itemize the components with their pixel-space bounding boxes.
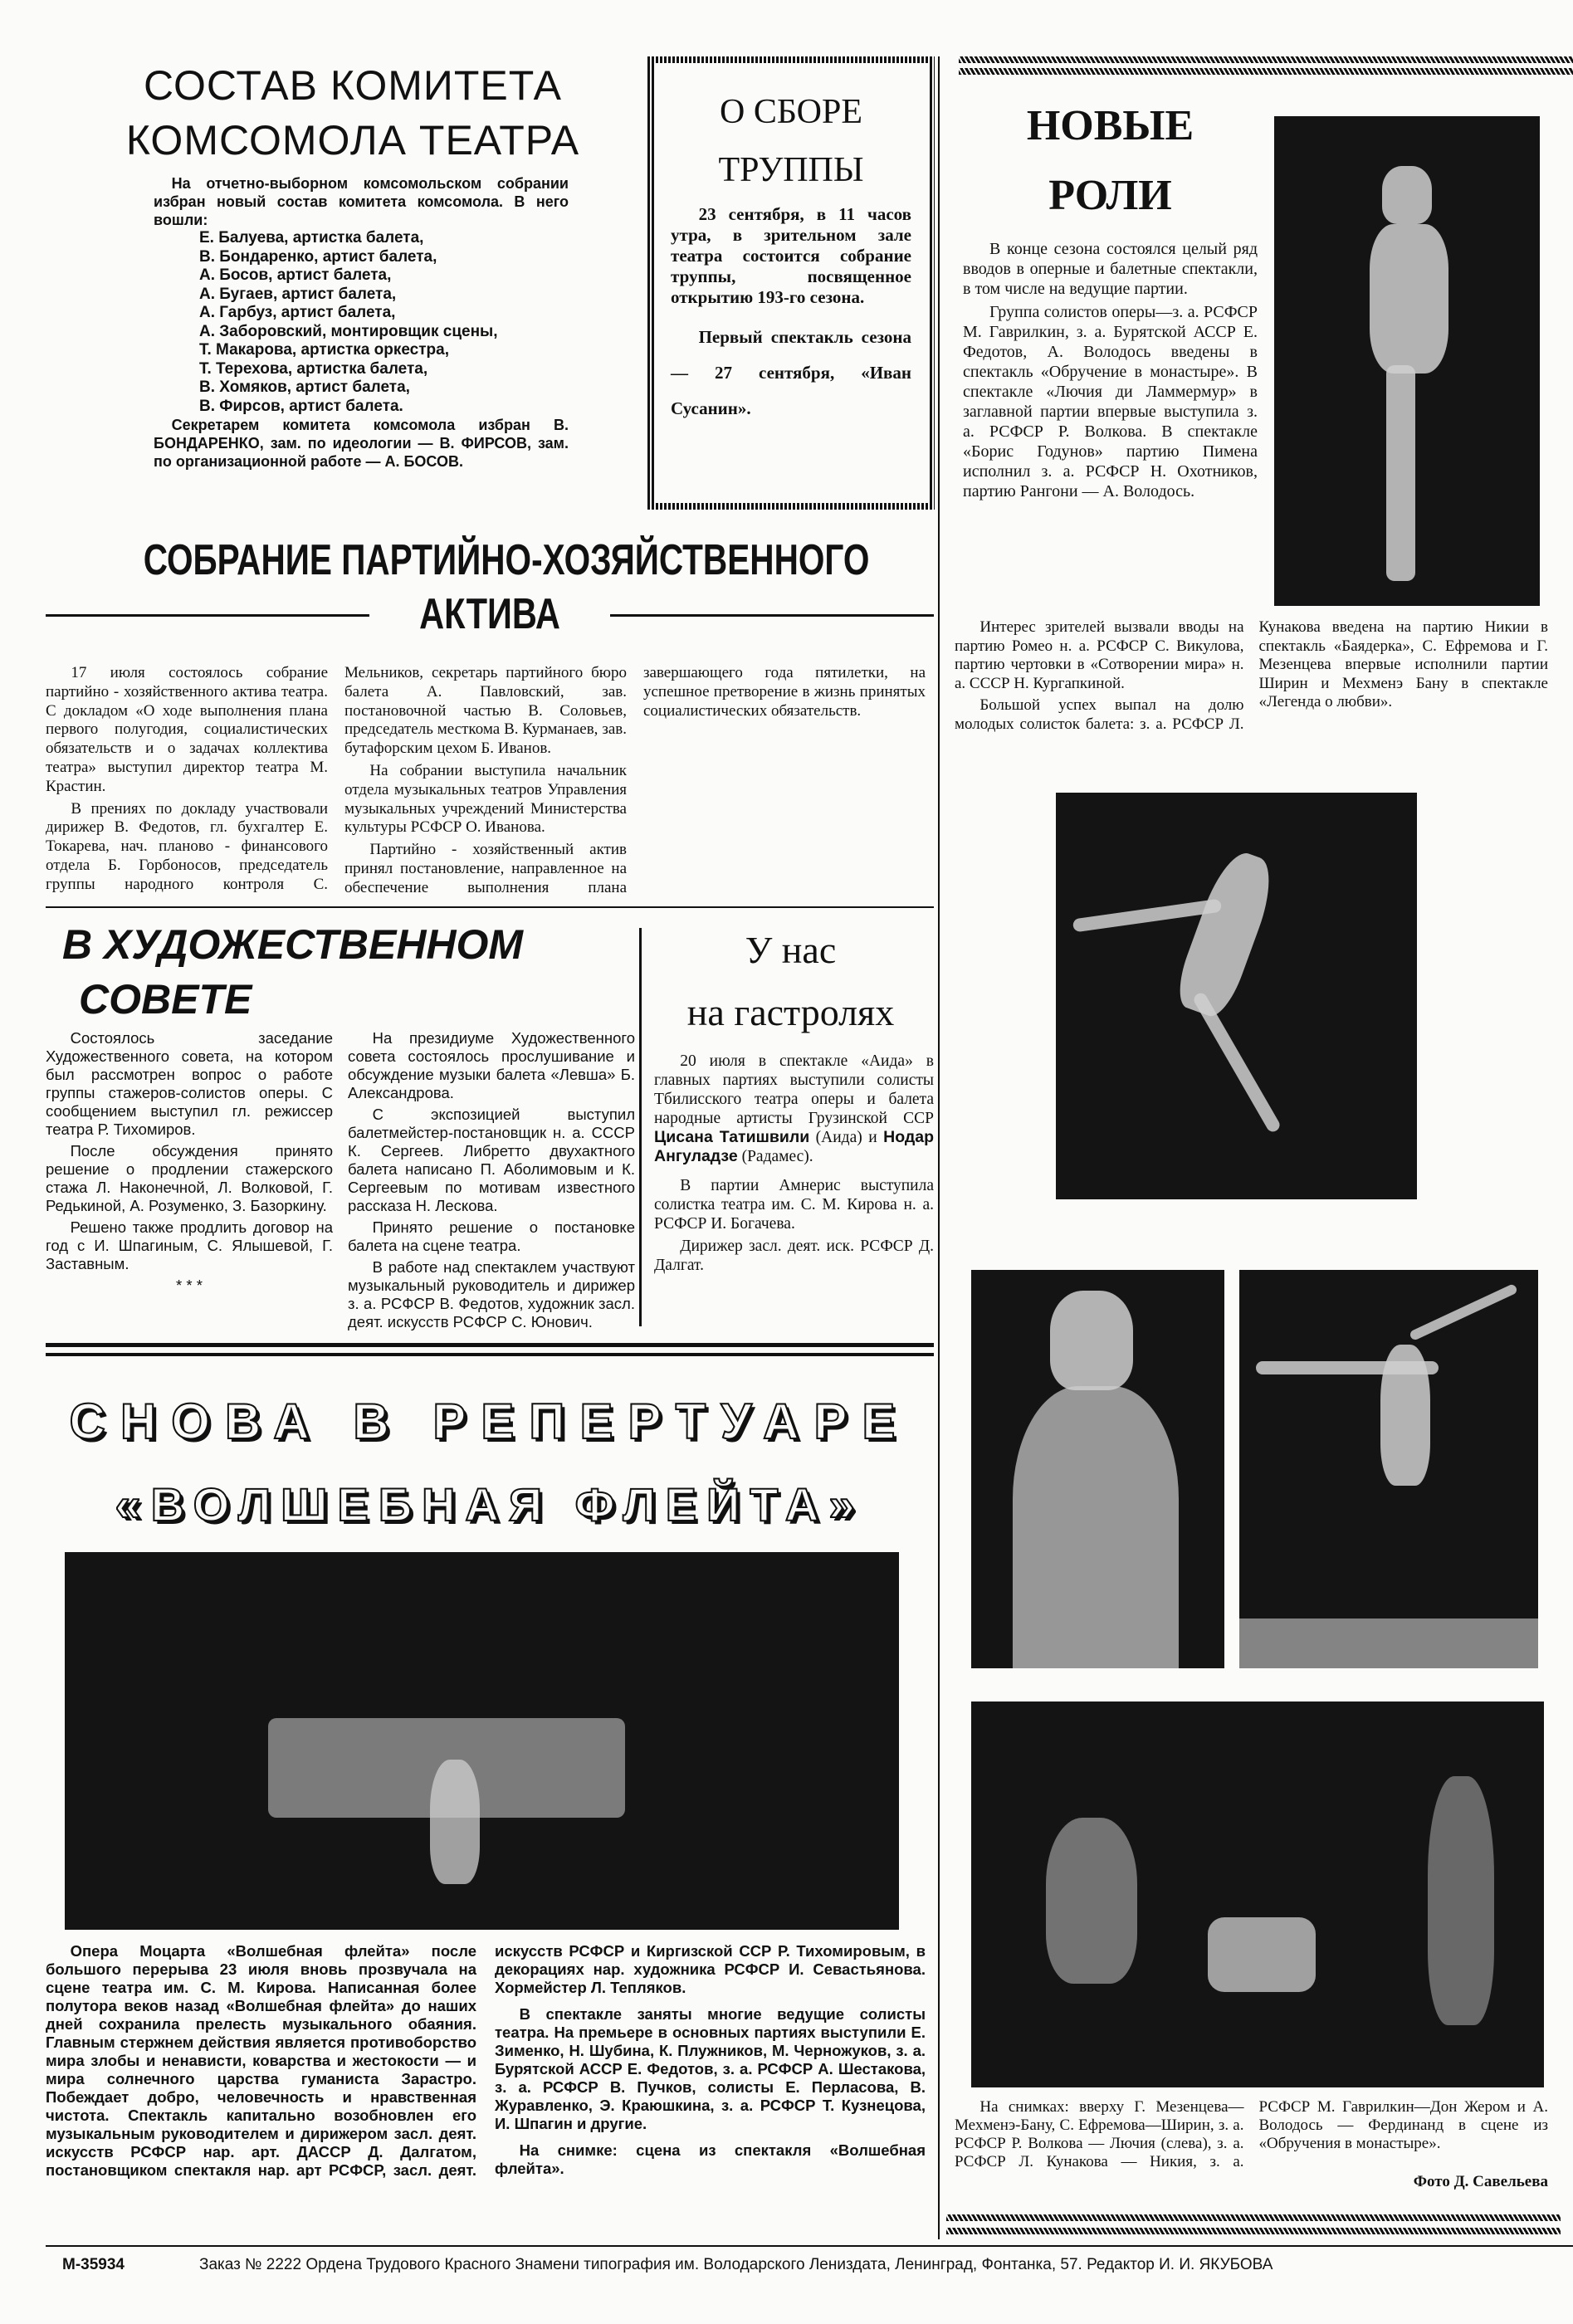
- member-item: А. Босов, артист балета,: [199, 266, 392, 284]
- member-item: В. Хомяков, артист балета,: [199, 378, 410, 396]
- photo-dancer-leap: [1056, 793, 1417, 1199]
- komsomol-intro: На отчетно-выборном комсомольском собрании избран новый состав комитета комсомола. В него вошли:: [154, 175, 569, 228]
- new-roles-cont: [955, 618, 1548, 734]
- troupe-title-line2: ТРУППЫ: [718, 151, 864, 189]
- council-para5: С экспозицией выступил балетмейстер-постановщик н. а. СССР К. Сергеев. Либретто двухактного балета написано П. Аболимовым и К. Сергеевым по мотивам известного рассказа Н. Лескова.: [348, 1106, 635, 1214]
- council-para4: На президиуме Художественного совета состоялось прослушивание и обсуждение музыки балета «Левша» Б. Александрова.: [348, 1029, 635, 1101]
- photo-ballet-arabesque: [1239, 1270, 1538, 1668]
- council-title-line2: СОВЕТЕ: [79, 976, 252, 1023]
- aktiv-para2: В прениях по докладу участвовали дирижер В. Федотов, гл. бухгалтер Е. Токарева, нач. планово - финансового отдела Б. Горбоносов, председатель группы народного контроля С. Мельников, секретарь партийного бюро балета А. Павловский, зав. постановочной частью В. Соловьев, председатель месткома В. Курманаев, зав. бутафорским цехом Б. Иванов.: [46, 664, 627, 893]
- footer-code: М-35934: [62, 2256, 125, 2273]
- new-roles-para3: Интерес зрителей вызвали вводы на партию Ромео н. а. РСФСР С. Викулова, партию чертовки в «Сотворении мира» н. а. СССР Н. Кургапкиной.: [955, 618, 1244, 692]
- aktiv-para4: Партийно - хозяйственный актив принял постановление, направленное на обеспечение выполнения плана завершающего года пятилетки, на успешное претворение в жизнь принятых социалистических обязательств.: [344, 664, 926, 896]
- aktiv-para1: 17 июля состоялось собрание партийно - хозяйственного актива театра. С докладом «О ходе выполнения плана первого полугодия, социалистических обязательств и о задачах коллектива театра» выступил директор театра М. Крастин.: [46, 664, 328, 795]
- member-item: А. Бугаев, артист балета,: [199, 285, 397, 303]
- photo-ballerina-pointe: [1274, 116, 1540, 606]
- flute-para2: В спектакле заняты многие ведущие солисты театра. На премьере в основных партиях выступили Е. Зименко, Н. Шубина, К. Плужников, М. Черножуков, з. а. Бурятской АССР Е. Федотов, з. а. РСФСР А. Шестакова, з. а. РСФСР В. Пучков, солисты Е. Перласова, В. Журавленко, Э. Краюшкина, з. а. РСФСР Т. Кузнецова, И. Шпагин и другие.: [495, 2005, 926, 2132]
- new-roles-article: [963, 91, 1258, 505]
- photo-lucia-costume: [971, 1270, 1224, 1668]
- aktiv-title-rule-right: [610, 614, 934, 617]
- tour-title-line1: У нас: [745, 929, 837, 971]
- member-item: А. Заборовский, монтировщик сцены,: [199, 322, 498, 340]
- new-roles-para4: Большой успех выпал на долю молодых солисток балета: з. а. РСФСР Л. Кунакова введена на партию Никии в спектакль «Баядерка», С. Ефремова и Г. Мезенцева впервые исполнили партии Ширин и Мехменэ Бану в спектакле «Легенда о любви».: [955, 618, 1548, 733]
- member-item: Т. Терехова, артистка балета,: [199, 359, 428, 378]
- tour-para2: В партии Амнерис выступила солистка театра им. С. М. Кирова н. а. РСФСР И. Богачева.: [654, 1177, 934, 1233]
- tour-artist-1: Цисана Татишвили: [654, 1128, 810, 1146]
- aktiv-article: [46, 531, 934, 639]
- council-para7: В работе над спектаклем участвуют музыкальный руководитель и дирижер з. а. РСФСР В. Федотов, художник засл. деят. искусств РСФСР С. Юнович.: [348, 1258, 635, 1330]
- council-para3: Решено также продлить договор на год с И. Шпагиным, С. Ялышевой, Г. Заставным.: [46, 1218, 333, 1272]
- new-roles-para1: В конце сезона состоялся целый ряд вводов в оперные и балетные спектакли, в том числе на ведущие партии.: [963, 240, 1258, 298]
- right-column-bottom-rule-2: [946, 2228, 1561, 2234]
- komsomol-closing: Секретарем комитета комсомола избран В. БОНДАРЕНКО, зам. по идеологии — В. ФИРСОВ, зам. по организационной работе — А. БОСОВ.: [154, 417, 569, 470]
- member-item: В. Бондаренко, артист балета,: [199, 247, 437, 266]
- tour-artist-2: Нодар Ангуладзе: [654, 1128, 934, 1165]
- flute-body: [46, 1942, 926, 2180]
- council-para2: После обсуждения принято решение о продлении стажерского стажа Л. Наконечной, Л. Волковой, Г. Редькиной, А. Розуменко, З. Базоркину.: [46, 1142, 333, 1214]
- column-divider-council: [639, 928, 642, 1326]
- new-roles-title-line1: НОВЫЕ: [1026, 102, 1194, 149]
- flute-caption: На снимке: сцена из спектакля «Волшебная флейта».: [495, 2141, 926, 2177]
- aktiv-body: [46, 664, 926, 901]
- troupe-para2: Первый спектакль сезона — 27 сентября, «Иван Сусанин».: [671, 327, 911, 418]
- footer-imprint: Заказ № 2222 Ордена Трудового Красного Знамени типография им. Володарского Лениздата, Ленинград, Фонтанка, 57. Редактор И. И. ЯКУБОВА: [199, 2256, 1273, 2273]
- aktiv-bottom-rule: [46, 906, 934, 908]
- council-body: [46, 1029, 635, 1331]
- member-item: Т. Макарова, артистка оркестра,: [199, 341, 449, 359]
- troupe-article: [671, 83, 911, 427]
- aktiv-title-line1: СОБРАНИЕ ПАРТИЙНО-ХОЗЯЙСТВЕННОГО: [143, 536, 870, 584]
- flute-para1: Опера Моцарта «Волшебная флейта» после большого перерыва 23 июля вновь прозвучала на сцене театра им. С. М. Кирова. Написанная более полутора веков назад «Волшебная флейта» до наших дней сохранила прелесть музыкального обаяния. Главным стержнем действия является противоборство мира злобы и ненависти, коварства и жестокости — и мира солнечного царства гуманиста Зарастро. Побеждает добро, человечность и нравственная чистота. Спектакль капитально возобновлен его музыкальным руководителем и дирижером засл. деят. искусств РСФСР нар. арт. ДАССР Д. Далгатом, постановщиком спектакля нар. арт РСФСР, засл. деят. искусств РСФСР и Киргизской ССР Р. Тихомировым, в декорациях нар. художника РСФСР И. Севастьянова. Хормейстер Л. Тепляков.: [46, 1942, 926, 2179]
- new-roles-title-line2: РОЛИ: [1048, 172, 1172, 219]
- komsomol-article: [104, 58, 602, 471]
- member-item: В. Фирсов, артист балета.: [199, 397, 403, 415]
- photos-caption-text: На снимках: вверху Г. Мезенцева—Мехменэ-Бану, С. Ефремова—Ширин, з. а. РСФСР Р. Волкова — Лючия (слева), з. а. РСФСР Л. Кунакова — Никия, з. а. РСФСР М. Гаврилкин—Дон Жером и А. Володось — Фердинанд в сцене из «Обручения в монастыре».: [955, 2098, 1548, 2170]
- flute-top-rule-2: [46, 1353, 934, 1356]
- right-column-top-rule-2: [959, 68, 1573, 75]
- footer-rule: [46, 2245, 1573, 2247]
- right-column-bottom-rule: [946, 2214, 1561, 2221]
- flute-title-line1: СНОВА В РЕПЕРТУАРЕ: [69, 1394, 911, 1449]
- tour-article: [647, 917, 934, 1278]
- council-para1: Состоялось заседание Художественного совета, на котором был рассмотрен вопрос о работе группы стажеров-солистов оперы. С сообщением выступил гл. режиссер театра Р. Тихомиров.: [46, 1029, 333, 1138]
- member-item: Е. Балуева, артистка балета,: [199, 229, 424, 247]
- tour-para1-mid: (Аида) и: [809, 1129, 884, 1146]
- council-article: [62, 917, 635, 1027]
- komsomol-title-line1: СОСТАВ КОМИТЕТА: [144, 62, 562, 109]
- photo-magic-flute-scene: [65, 1552, 899, 1930]
- tour-title-line2: на гастролях: [686, 991, 895, 1033]
- member-item: А. Гарбуз, артист балета,: [199, 304, 396, 321]
- troupe-para1: 23 сентября, в 11 часов утра, в зрительном зале театра состоится собрание труппы, посвященное открытию 193-го сезона.: [671, 204, 911, 307]
- komsomol-title-line2: КОМСОМОЛА ТЕАТРА: [125, 117, 580, 164]
- tour-para1-start: 20 июля в спектакле «Аида» в главных партиях выступили солисты Тбилисского театра оперы и балета народные артисты Грузинской ССР: [654, 1052, 934, 1127]
- komsomol-members-list: [154, 229, 569, 416]
- council-separator: * * *: [176, 1277, 203, 1294]
- tour-para3: Дирижер засл. деят. иск. РСФСР Д. Далгат.: [654, 1238, 934, 1274]
- photo-betrothal-scene: [971, 1702, 1544, 2087]
- flute-top-rule: [46, 1343, 934, 1347]
- tour-para1-end: (Радамес).: [737, 1148, 813, 1165]
- troupe-title-line1: О СБОРЕ: [719, 93, 863, 131]
- council-title-line1: В ХУДОЖЕСТВЕННОМ: [62, 921, 524, 968]
- tour-para1: [654, 1052, 934, 1166]
- right-column-top-rule: [959, 56, 1573, 63]
- aktiv-title-line2: АКТИВА: [419, 590, 560, 638]
- photo-credit: Фото Д. Савельева: [1413, 2173, 1548, 2190]
- council-para6: Принято решение о постановке балета на сцене театра.: [348, 1218, 635, 1254]
- aktiv-para3: На собрании выступила начальник отдела музыкальных театров Управления музыкальных учреждений Министерства культуры РСФСР О. Иванова.: [344, 761, 627, 837]
- new-roles-para2: Группа солистов оперы—з. а. РСФСР М. Гаврилкин, з. а. Бурятской АССР Е. Федотов, А. Володось введены в спектакль «Обручение в монастыре». В спектакле «Лючия ди Ламмермур» в заглавной партии впервые выступила з. а. РСФСР Р. Волкова. В спектакле «Борис Годунов» партию Пимена исполнил з. а. РСФСР Н. Охотников, партию Рангони — А. Володось.: [963, 303, 1258, 500]
- column-divider-right: [938, 56, 940, 2239]
- photos-caption: [955, 2098, 1548, 2191]
- flute-title-line2: «ВОЛШЕБНАЯ ФЛЕЙТА»: [115, 1478, 865, 1531]
